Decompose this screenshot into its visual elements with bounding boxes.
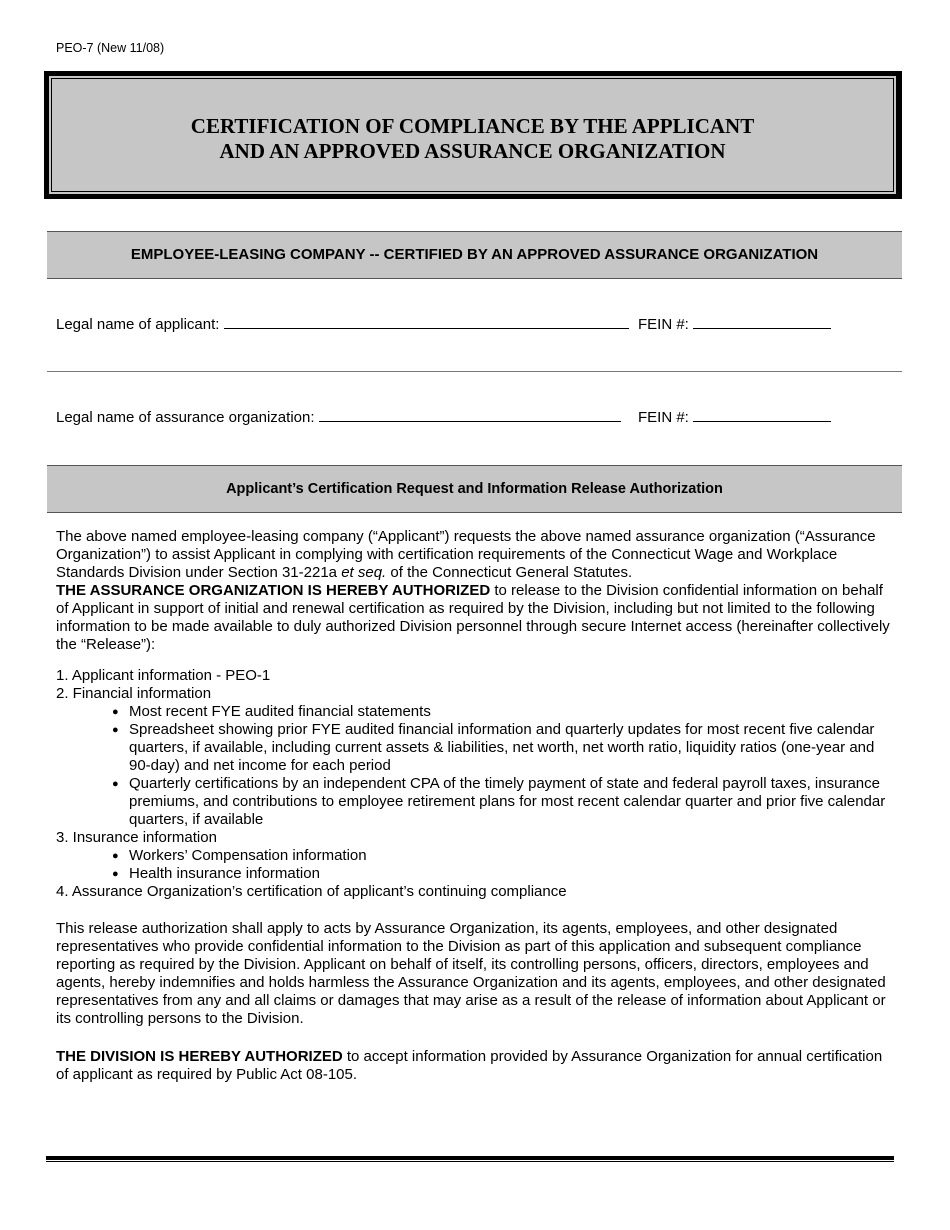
bullet-item: ● Spreadsheet showing prior FYE audited financial information and quarterly updates for most recent five calendar quarters, if available, including current assets & liabilities, net worth, net worth ratio, liquidity ratios (one-year and 90-day) and net income for each period	[112, 721, 896, 775]
para1-text-a: The above named employee-leasing company (“Applicant”) requests the above named assurance organization (“Assurance Organization”) to assist Applicant in complying with certification requirements of the Connecticut Wage and Workplace Standards Division under Section 31-221a	[56, 528, 876, 581]
title-box	[44, 71, 902, 199]
bullet-item: ● Health insurance information	[112, 865, 896, 883]
title-line-1: CERTIFICATION OF COMPLIANCE BY THE APPLICANT	[190, 114, 755, 138]
title-line-2: AND AN APPROVED ASSURANCE ORGANIZATION	[219, 139, 726, 163]
applicant-name-row	[56, 314, 629, 333]
section-heading-certification-request: Applicant’s Certification Request and Information Release Authorization	[47, 465, 902, 513]
bullet-item: ● Workers’ Compensation information	[112, 847, 896, 865]
bottom-rule	[46, 1156, 894, 1160]
list-item-financial-info: 2. Financial information	[56, 685, 212, 702]
para3-text: to accept information provided by Assurance Organization for annual certification of applicant as required by Public Act 08-105.	[56, 1048, 883, 1083]
applicant-fein-field[interactable]	[693, 314, 831, 329]
list-item-insurance-info: 3. Insurance information	[56, 829, 217, 846]
division-authorization-paragraph	[56, 1048, 896, 1084]
bullet-item: ● Quarterly certifications by an independent CPA of the timely payment of state and federal payroll taxes, insurance premiums, and contributions to employee retirement plans for most recent calendar quarter and prior five calendar quarters, if available	[112, 775, 896, 829]
release-request-paragraph	[56, 528, 896, 654]
bottom-rule-thin	[46, 1161, 894, 1162]
section-heading-employee-leasing: EMPLOYEE-LEASING COMPANY -- CERTIFIED BY AN APPROVED ASSURANCE ORGANIZATION	[47, 231, 902, 279]
list-item-continuing-compliance: 4. Assurance Organization’s certification of applicant’s continuing compliance	[56, 883, 567, 900]
assurance-fein-row	[638, 407, 831, 426]
bullet-item: ● Most recent FYE audited financial statements	[112, 703, 896, 721]
assurance-name-field[interactable]	[319, 407, 621, 422]
page-title	[49, 114, 896, 164]
assurance-fein-field[interactable]	[693, 407, 831, 422]
para3-bold-authorization: THE DIVISION IS HEREBY AUTHORIZED	[56, 1048, 343, 1065]
insurance-bullets	[56, 847, 896, 883]
para1-text-b: of the Connecticut General Statutes.	[386, 564, 633, 581]
applicant-fein-label: FEIN #:	[638, 316, 689, 333]
para1-bold-authorization: THE ASSURANCE ORGANIZATION IS HEREBY AUTHORIZED	[56, 582, 491, 599]
assurance-name-label: Legal name of assurance organization:	[56, 409, 315, 426]
list-item-applicant-info: 1. Applicant information - PEO-1	[56, 667, 271, 684]
assurance-name-row	[56, 407, 621, 426]
applicant-fein-row	[638, 314, 831, 333]
form-code: PEO-7 (New 11/08)	[56, 41, 165, 55]
para1-italic: et seq.	[341, 564, 387, 581]
information-list	[56, 667, 896, 901]
applicant-name-field[interactable]	[224, 314, 629, 329]
financial-bullets	[56, 703, 896, 829]
assurance-fein-label: FEIN #:	[638, 409, 689, 426]
para1-text-c: to release to the Division confidential information on behalf of Applicant in support of initial and renewal certification as required by the Division, including but not limited to the following information to be made available to duly authorized Division personnel through secure Internet access (hereinafter collectively the “Release”):	[56, 582, 890, 653]
applicant-name-label: Legal name of applicant:	[56, 316, 220, 333]
indemnification-paragraph: This release authorization shall apply to acts by Assurance Organization, its agents, employees, and other designated representatives who provide confidential information to the Division as part of this application and subsequent compliance reporting as required by the Division. Applicant on behalf of itself, its controlling persons, officers, directors, employees and agents, hereby indemnifies and holds harmless the Assurance Organization and its agents, employees, and other designated representatives from any and all claims or damages that may arise as a result of the release of information about Applicant or its controlling persons to the Division.	[56, 920, 886, 1027]
field-divider	[47, 371, 902, 372]
